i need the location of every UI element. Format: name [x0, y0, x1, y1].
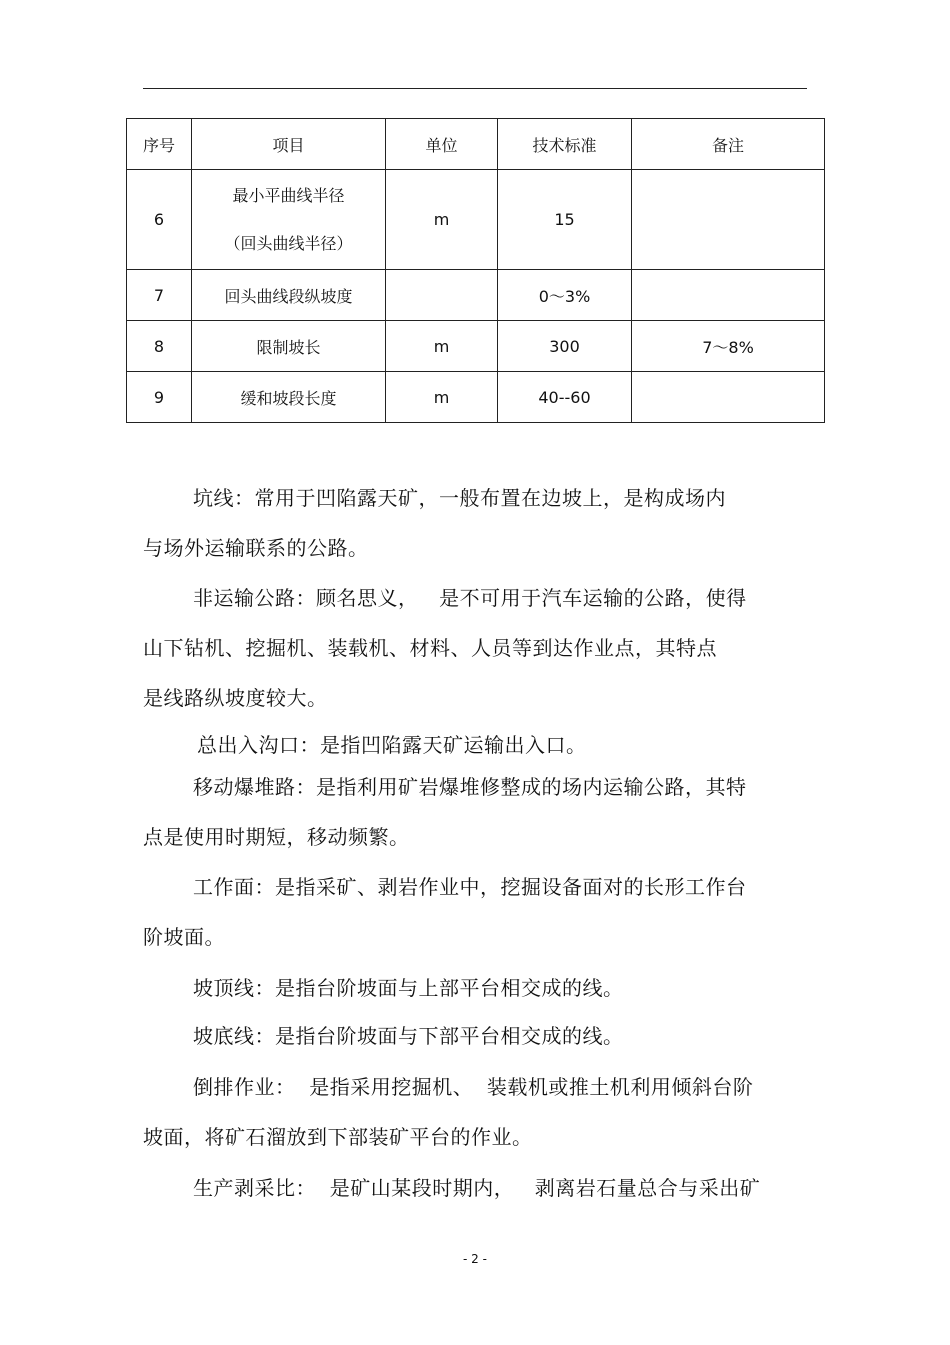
- body-line: 坡面，将矿石溜放到下部装矿平台的作业。: [143, 1125, 533, 1149]
- body-line: 与场外运输联系的公路。: [143, 536, 369, 560]
- header-standard: 技术标准: [498, 119, 632, 170]
- cell-standard: 0～3%: [498, 270, 632, 321]
- cell-item: [192, 170, 386, 270]
- header-item: 项目: [192, 119, 386, 170]
- header-no: 序号: [127, 119, 192, 170]
- table-row: [127, 372, 825, 423]
- cell-note: [632, 270, 825, 321]
- body-line: 坑线：常用于凹陷露天矿，一般布置在边坡上，是构成场内: [193, 486, 726, 510]
- spec-table: [126, 118, 825, 423]
- cell-note: 7～8%: [632, 321, 825, 372]
- cell-no: 7: [127, 270, 192, 321]
- header-note: 备注: [632, 119, 825, 170]
- cell-note: [632, 372, 825, 423]
- body-line: 移动爆堆路：是指利用矿岩爆堆修整成的场内运输公路，其特: [193, 775, 747, 799]
- cell-standard: 300: [498, 321, 632, 372]
- body-line: 山下钻机、挖掘机、装载机、材料、人员等到达作业点，其特点: [143, 636, 717, 660]
- header-unit: 单位: [386, 119, 498, 170]
- cell-note: [632, 170, 825, 270]
- cell-standard: 15: [498, 170, 632, 270]
- cell-item: 缓和坡段长度: [192, 372, 386, 423]
- table-row: [127, 170, 825, 270]
- table-row: [127, 270, 825, 321]
- body-line: 坡顶线：是指台阶坡面与上部平台相交成的线。: [193, 976, 624, 1000]
- cell-item: 回头曲线段纵坡度: [192, 270, 386, 321]
- cell-item-line: 最小平曲线半径: [232, 185, 345, 205]
- cell-unit: [386, 270, 498, 321]
- body-line: 是线路纵坡度较大。: [143, 686, 328, 710]
- body-line: 总出入沟口：是指凹陷露天矿运输出入口。: [197, 733, 587, 757]
- body-line: 点是使用时期短，移动频繁。: [143, 825, 410, 849]
- body-line: 阶坡面。: [143, 925, 225, 949]
- body-line: 坡底线：是指台阶坡面与下部平台相交成的线。: [193, 1024, 624, 1048]
- cell-unit: m: [386, 372, 498, 423]
- cell-item-line: （回头曲线半径）: [224, 233, 353, 253]
- cell-item: 限制坡长: [192, 321, 386, 372]
- cell-no: 9: [127, 372, 192, 423]
- body-line: 倒排作业： 是指采用挖掘机、 装载机或推土机利用倾斜台阶: [193, 1075, 754, 1099]
- cell-no: 8: [127, 321, 192, 372]
- table-row: [127, 321, 825, 372]
- table-header-row: [127, 119, 825, 170]
- body-line: 生产剥采比： 是矿山某段时期内， 剥离岩石量总合与采出矿: [193, 1176, 761, 1200]
- cell-no: 6: [127, 170, 192, 270]
- body-line: 非运输公路：顾名思义， 是不可用于汽车运输的公路，使得: [193, 586, 747, 610]
- cell-unit: m: [386, 170, 498, 270]
- cell-unit: m: [386, 321, 498, 372]
- page-number: - 2 -: [463, 1252, 487, 1266]
- body-line: 工作面：是指采矿、剥岩作业中，挖掘设备面对的长形工作台: [193, 875, 747, 899]
- cell-standard: 40--60: [498, 372, 632, 423]
- header-rule: [143, 88, 807, 89]
